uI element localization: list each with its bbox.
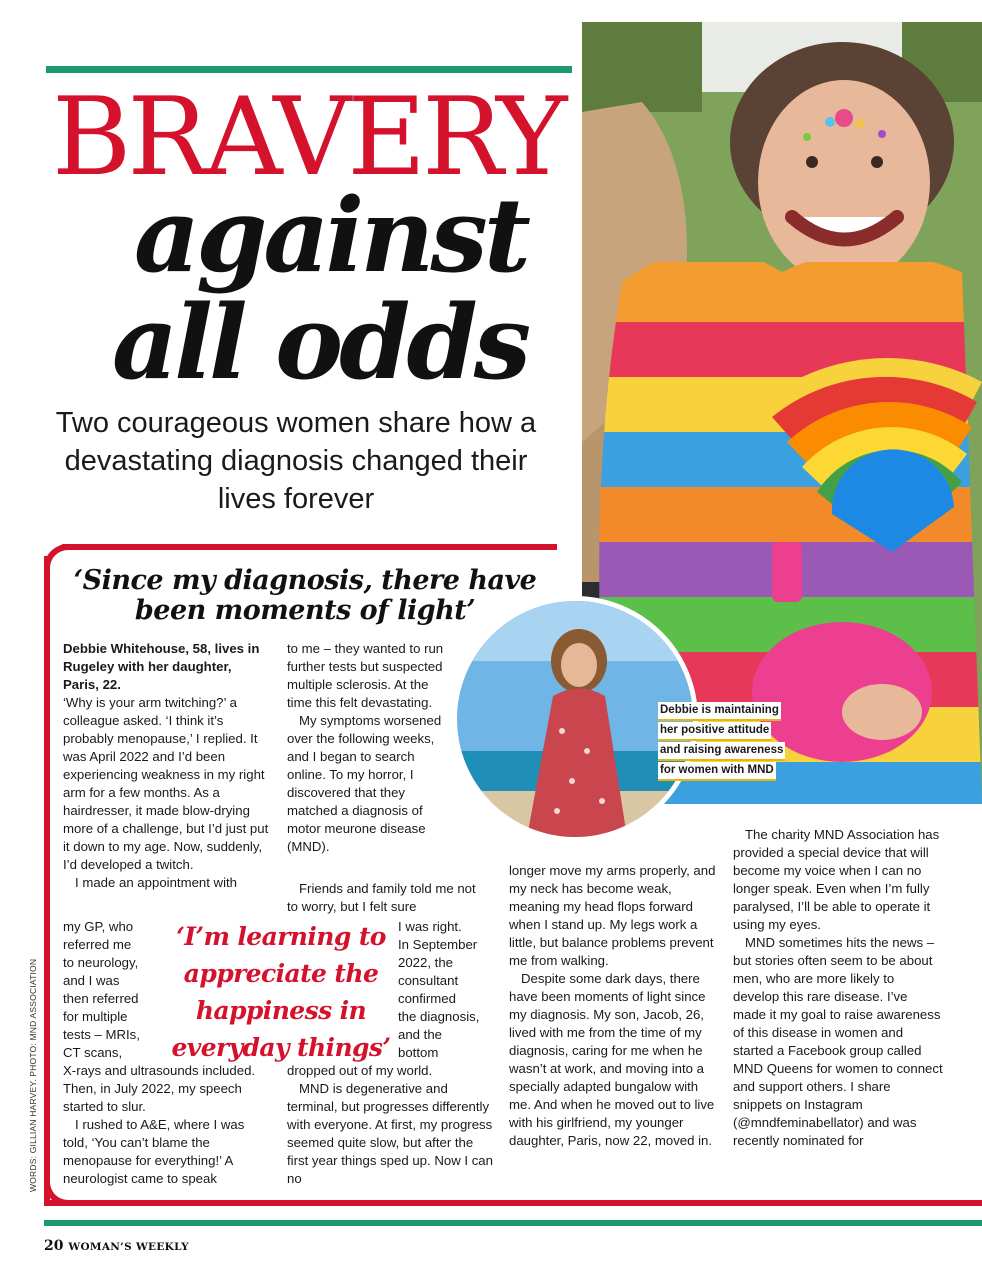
paragraph: to me – they wanted to run further tests but suspected multiple sclerosis. At the time this felt devastating. (287, 641, 444, 710)
article-column-2-wrap (398, 918, 492, 1062)
wrapped-line: consultant (398, 973, 459, 988)
caption-line: her positive attitude (658, 722, 771, 741)
headline-bravery: BRAVERY (52, 75, 564, 200)
wrapped-line: and the (398, 1027, 442, 1042)
paragraph: longer move my arms properly, and my neck has become weak, meaning my head flops forward when I stand up. My legs work a little, but balance problems prevent me from walking. (509, 863, 716, 968)
article-column-1 (63, 640, 271, 892)
wrapped-line: the diagnosis, (398, 1009, 480, 1024)
wrapped-line: I was right. (398, 919, 462, 934)
article-column-1-wrap (63, 918, 163, 1062)
caption-line: and raising awareness (658, 742, 785, 761)
top-green-rule (46, 66, 572, 73)
wrapped-line: for multiple (63, 1009, 128, 1024)
paragraph: dropped out of my world. (287, 1063, 433, 1078)
wrapped-line: my GP, who (63, 919, 134, 934)
bottom-green-rule (44, 1220, 982, 1226)
wrapped-line: 2022, the (398, 955, 453, 970)
wrapped-line: bottom (398, 1045, 439, 1060)
article-column-1-end (63, 1062, 271, 1188)
standfirst: Two courageous women share how a devastating diagnosis changed their lives forever (55, 407, 537, 515)
headline-all-odds: all odds (112, 283, 528, 403)
article-column-3 (509, 862, 721, 1150)
page-footer (44, 1238, 189, 1254)
magazine-name: WOMAN’S WEEKLY (68, 1241, 189, 1253)
paragraph: I made an appointment with (75, 875, 238, 890)
wrapped-line: referred me (63, 937, 132, 952)
paragraph: I rushed to A&E, where I was told, ‘You can’t blame the menopause for everything!’ A neurologist came to speak (63, 1117, 245, 1186)
paragraph: My symptoms worsened over the following weeks, and I began to search online. To my horror, I discovered that they matched a diagnosis of motor meurone disease (MND). (287, 713, 442, 854)
page-number: 20 (44, 1238, 64, 1254)
pull-quote: ‘I’m learning to appreciate the happiness in everyday things’ (171, 922, 391, 1062)
article-column-4 (733, 826, 943, 1150)
intro-paragraph: Debbie Whitehouse, 58, lives in Rugeley with her daughter, Paris, 22. (63, 641, 260, 692)
section-heading: ‘Since my diagnosis, there have been moments of light’ (73, 565, 537, 626)
paragraph: ‘Why is your arm twitching?’ a colleague asked. ‘I think it’s probably menopause,’ I replied. It was April 2022 and I’d been experiencing weakness in my right arm for a few months. As a hairdresser, it made blow-drying more of a challenge, but I’d just put it down to my age. Now, suddenly, I’d developed a twitch. (63, 695, 269, 872)
wrapped-line: In September (398, 937, 478, 952)
paragraph: MND sometimes hits the news – but stories often seem to be about men, who are more likely to develop this rare disease. I’ve made it my goal to raise awareness of this disease in women and started a Facebook group called MND Queens for women to connect and support others. I share snippets on Instagram (@mndfeminabellator) and was recently nominated for (733, 935, 943, 1148)
wrapped-line: and I was (63, 973, 120, 988)
paragraph: Friends and family told me not to worry, but I felt sure (287, 881, 476, 914)
frame-bottom-border (44, 1200, 982, 1206)
wrapped-line: tests – MRIs, (63, 1027, 140, 1042)
paragraph: MND is degenerative and terminal, but progresses differently with everyone. At first, my progress seemed quite slow, but after the first year things sped up. Now I can no (287, 1081, 493, 1186)
wrapped-line: CT scans, (63, 1045, 123, 1060)
caption-line: for women with MND (658, 762, 776, 781)
wrapped-line: confirmed (398, 991, 456, 1006)
headline-against: against (134, 176, 527, 296)
paragraph: Despite some dark days, there have been moments of light since my diagnosis. My son, Jacob, 26, lived with me from the time of my diagnosis, caring for me when he wasn’t at work, and moving into a specially adapted bungalow with me. And when he moved out to live with his girlfriend, my younger daughter, Paris, now 22, moved in. (509, 971, 715, 1148)
photo-credit: WORDS: GILLIAN HARVEY. PHOTO: MND ASSOCIATION (28, 958, 38, 1192)
caption-line: Debbie is maintaining (658, 702, 781, 721)
wrapped-line: then referred (63, 991, 139, 1006)
wrapped-line: to neurology, (63, 955, 139, 970)
frame-left-border (44, 556, 50, 1206)
paragraph: The charity MND Association has provided a special device that will become my voice when I can no longer speak. Even when I’m fully paralysed, I’ll be able to operate it using my eyes. (733, 827, 940, 932)
article-column-2 (287, 640, 455, 856)
photo-caption (658, 702, 808, 782)
paragraph: X-rays and ultrasounds included. Then, in July 2022, my speech started to slur. (63, 1063, 256, 1114)
frame-top-border (62, 544, 557, 550)
article-column-2-lead (287, 880, 487, 916)
article-column-2-end (287, 1062, 493, 1188)
